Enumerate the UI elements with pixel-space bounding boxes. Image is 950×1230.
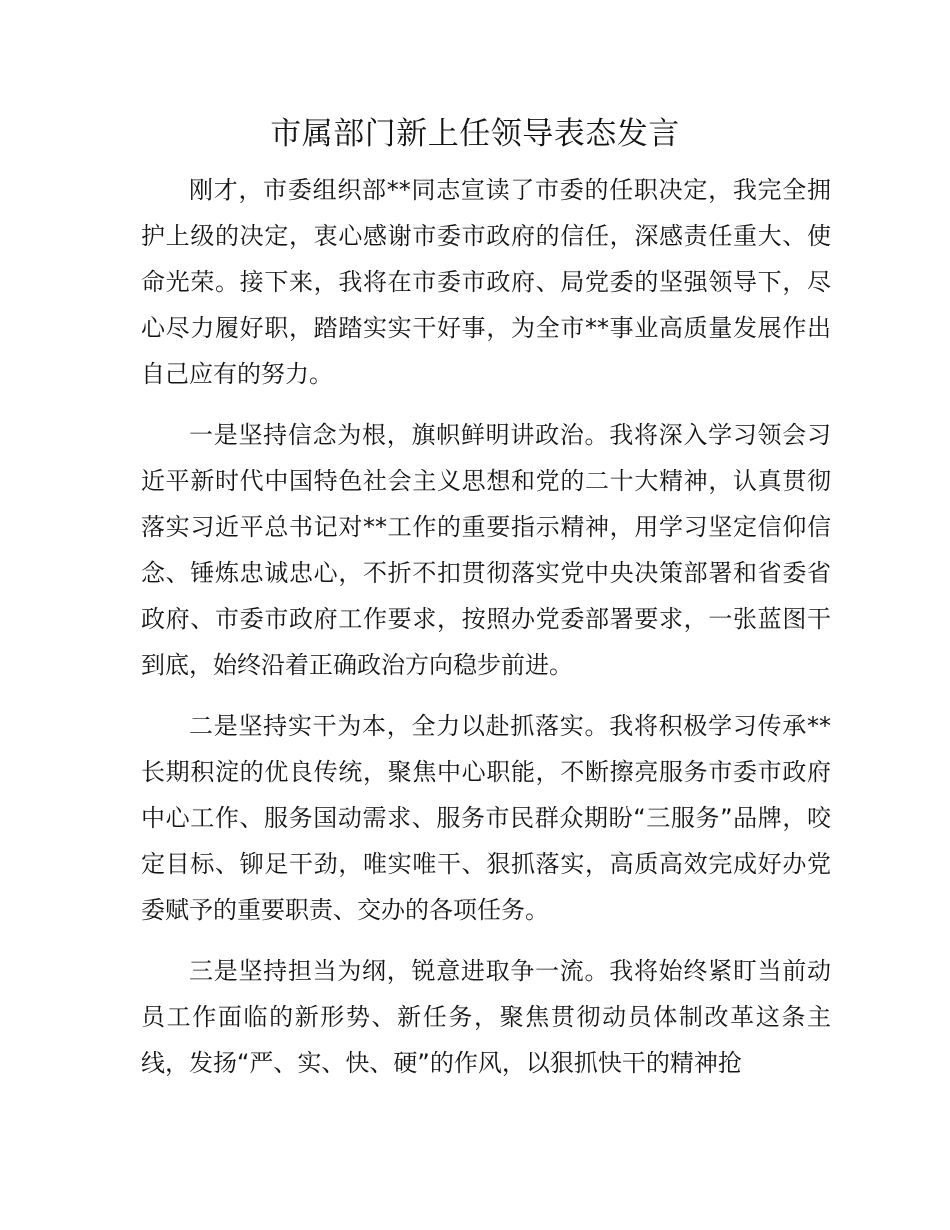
document-body — [141, 167, 831, 1101]
paragraph-point-three: 三是坚持担当为纲，锐意进取争一流。我将始终紧盯当前动员工作面临的新形势、新任务，聚焦贯彻动员体制改革这条主线，发扬“严、实、快、硬”的作风，以狠抓快干的精神抢 — [141, 957, 831, 1077]
document-title: 市属部门新上任领导表态发言 — [270, 116, 680, 152]
paragraph-point-one: 一是坚持信念为根，旗帜鲜明讲政治。我将深入学习领会习近平新时代中国特色社会主义思想和党的二十大精神，认真贯彻落实习近平总书记对**工作的重要指示精神，用学习坚定信仰信念、锤炼忠诚忠心，不折不扣贯彻落实党中央决策部署和省委省政府、市委市政府工作要求，按照办党委部署要求，一张蓝图干到底，始终沿着正确政治方向稳步前进。 — [141, 421, 831, 679]
paragraph-point-two: 二是坚持实干为本，全力以赴抓落实。我将积极学习传承**长期积淀的优良传统，聚焦中心职能，不断擦亮服务市委市政府中心工作、服务国动需求、服务市民群众期盼“三服务”品牌，咬定目标、铆足干劲，唯实唯干、狠抓落实，高质高效完成好办党委赋予的重要职责、交办的各项任务。 — [141, 712, 831, 924]
paragraph-opening: 刚才，市委组织部**同志宣读了市委的任职决定，我完全拥护上级的决定，衷心感谢市委市政府的信任，深感责任重大、使命光荣。接下来，我将在市委市政府、局党委的坚强领导下，尽心尽力履好职，踏踏实实干好事，为全市**事业高质量发展作出自己应有的努力。 — [141, 176, 831, 388]
